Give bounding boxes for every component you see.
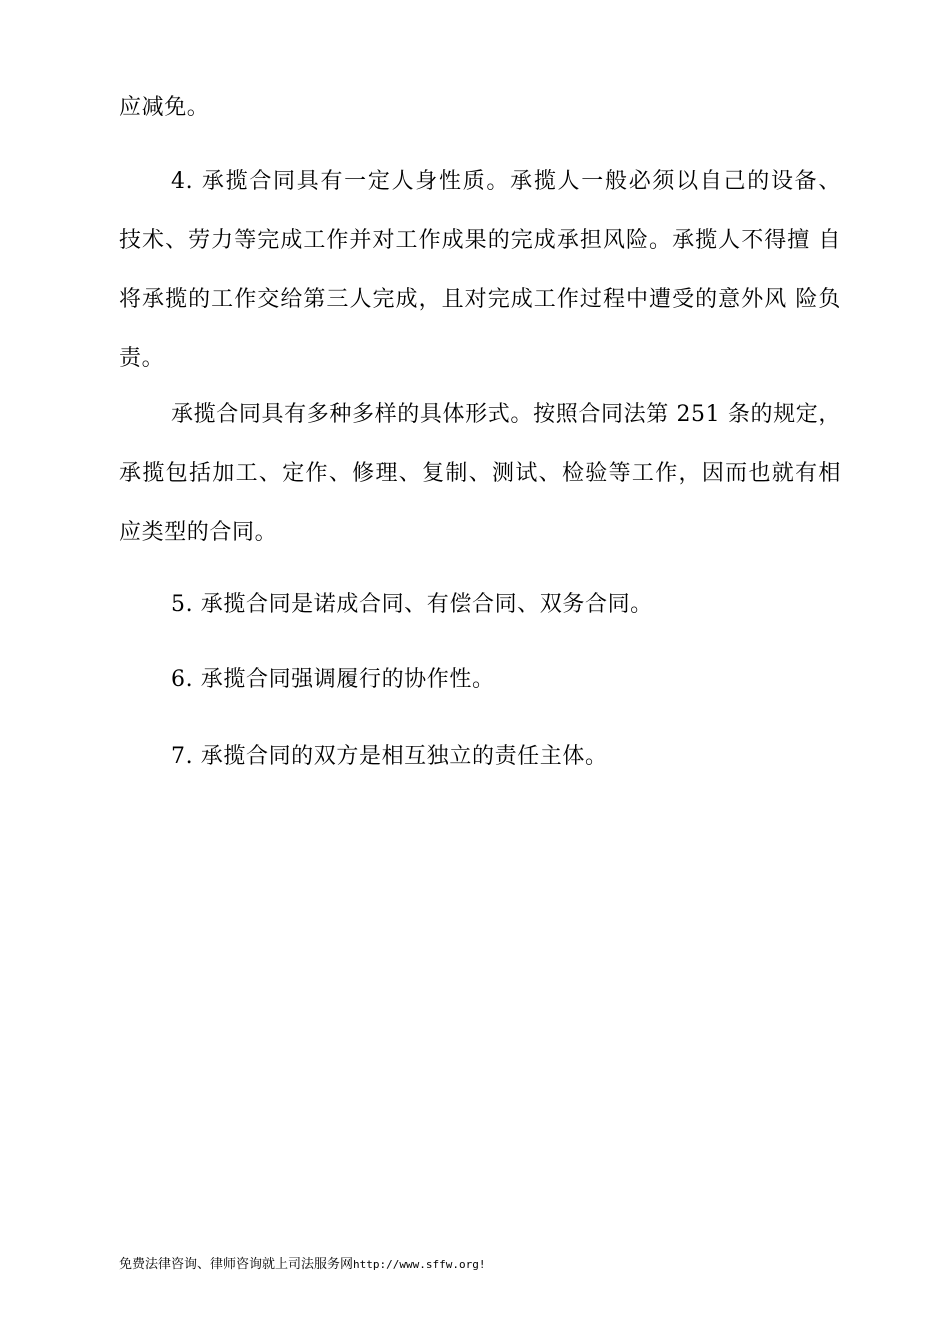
paragraph-item-5: 5. 承揽合同是诺成合同、有偿合同、双务合同。: [171, 592, 653, 617]
footer-link[interactable]: http://www.sffw.org!: [353, 1258, 486, 1271]
paragraph-item-6: 6. 承揽合同强调履行的协作性。: [171, 667, 495, 692]
paragraph-item-4: 4. 承揽合同具有一定人身性质。承揽人一般必须以自己的设备、 技术、劳力等完成工作并对工作成果的完成承担风险。承揽人不得擅 自将承揽的工作交给第三人完成，且对完成工作过程中遭受的意外风 险负责。: [119, 169, 841, 371]
paragraph-contract-forms: 承揽合同具有多种多样的具体形式。按照合同法第 251 条的规定，承揽包括加工、定作、修理、复制、测试、检验等工作，因而也就有相应类型的合同。: [119, 402, 841, 545]
paragraph-continuation: 应减免。: [119, 95, 210, 120]
page-footer: [119, 1255, 485, 1275]
paragraph-item-7: 7. 承揽合同的双方是相互独立的责任主体。: [171, 744, 608, 769]
footer-text: 免费法律咨询、律师咨询就上司法服务网: [119, 1257, 354, 1272]
